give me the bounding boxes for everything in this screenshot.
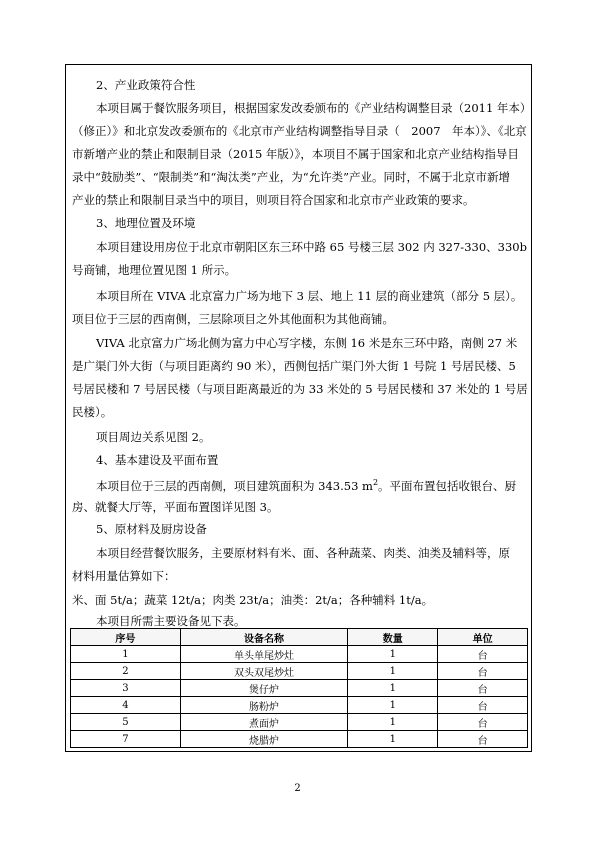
table-row xyxy=(71,697,528,714)
cell-unit: 台 xyxy=(438,697,528,714)
area-text-tail: 。平面布置包括收银台、厨 xyxy=(378,478,517,493)
cell-no: 3 xyxy=(71,680,181,697)
cell-name: 煲仔炉 xyxy=(180,680,348,697)
text-line xyxy=(96,476,516,493)
cell-unit: 台 xyxy=(438,646,528,663)
cell-unit: 台 xyxy=(438,731,528,748)
text-line: 本项目建设用房位于北京市朝阳区东三环中路 65 号楼三层 302 内 327-330、330b xyxy=(96,240,527,254)
cell-no: 1 xyxy=(71,646,181,663)
page-number: 2 xyxy=(294,783,301,794)
table-row xyxy=(71,663,528,680)
cell-name: 烧腊炉 xyxy=(180,731,348,748)
col-header-name: 设备名称 xyxy=(180,629,348,646)
cell-qty: 1 xyxy=(348,663,438,680)
superscript: 2 xyxy=(372,478,379,487)
section2-heading: 2、产业政策符合性 xyxy=(96,78,196,92)
text-line: （修正）》和北京发改委颁布的《北京市产业结构调整指导目录（ 2007 年本）》、《北京 xyxy=(72,124,527,138)
cell-qty: 1 xyxy=(348,714,438,731)
cell-qty: 1 xyxy=(348,731,438,748)
cell-qty: 1 xyxy=(348,697,438,714)
text-line: 本项目经营餐饮服务，主要原材料有米、面、各种蔬菜、肉类、油类及辅料等，原 xyxy=(96,546,510,560)
text-line: 项目周边关系见图 2。 xyxy=(96,430,211,444)
cell-qty: 1 xyxy=(348,680,438,697)
text-line: 号居民楼和 7 号居民楼（与项目距离最近的为 33 米处的 5 号居民楼和 37 米处的 1 号居 xyxy=(72,382,528,396)
cell-name: 煮面炉 xyxy=(180,714,348,731)
text-line: 本项目所需主要设备见下表。 xyxy=(96,614,246,628)
materials-line: 米、面 5t/a；蔬菜 12t/a；肉类 23t/a；油类：2t/a；各种辅料 1t/a。 xyxy=(72,593,434,607)
col-header-qty: 数量 xyxy=(348,629,438,646)
area-text: 本项目位于三层的西南侧，项目建筑面积为 343.53 m xyxy=(96,478,373,493)
text-line: 项目位于三层的西南侧，三层除项目之外其他面积为其他商铺。 xyxy=(72,312,394,326)
table-row xyxy=(71,714,528,731)
cell-name: 肠粉炉 xyxy=(180,697,348,714)
table-row xyxy=(71,731,528,748)
text-line: VIVA 北京富力广场北侧为富力中心写字楼，东侧 16 米是东三环中路，南侧 27 米 xyxy=(96,336,518,350)
cell-unit: 台 xyxy=(438,714,528,731)
cell-no: 2 xyxy=(71,663,181,680)
equipment-table xyxy=(70,628,528,748)
text-line: 产业的禁止和限制目录当中的项目，则项目符合国家和北京市产业政策的要求。 xyxy=(72,193,475,207)
cell-unit: 台 xyxy=(438,680,528,697)
section4-heading: 4、基本建设及平面布置 xyxy=(96,453,219,467)
cell-name: 双头双尾炒灶 xyxy=(180,663,348,680)
text-line: 市新增产业的禁止和限制目录（2015 年版）》，本项目不属于国家和北京产业结构指导目 xyxy=(72,147,519,161)
text-line: 材料用量估算如下： xyxy=(72,569,176,583)
table-row xyxy=(71,646,528,663)
table-header-row xyxy=(71,629,528,646)
text-line: 录中“鼓励类”、“限制类”和“淘汰类”产业，为“允许类”产业。同时，不属于北京市新增 xyxy=(72,170,511,184)
cell-unit: 台 xyxy=(438,663,528,680)
col-header-no: 序号 xyxy=(71,629,181,646)
text-line: 是广渠门外大街（与项目距离约 90 米），西侧包括广渠门外大街 1 号院 1 号居民楼、5 xyxy=(72,359,516,373)
cell-no: 5 xyxy=(71,714,181,731)
text-line: 本项目属于餐饮服务项目，根据国家发改委颁布的《产业结构调整目录（2011 年本） xyxy=(96,101,532,115)
text-line: 本项目所在 VIVA 北京富力广场为地下 3 层、地上 11 层的商业建筑（部分 5 层）。 xyxy=(96,289,523,303)
cell-no: 4 xyxy=(71,697,181,714)
col-header-unit: 单位 xyxy=(438,629,528,646)
cell-name: 单头单尾炒灶 xyxy=(180,646,348,663)
cell-qty: 1 xyxy=(348,646,438,663)
table-row xyxy=(71,680,528,697)
text-line: 民楼）。 xyxy=(72,405,113,419)
text-line: 房、就餐大厅等，平面布置图详见图 3。 xyxy=(72,500,279,514)
text-line: 号商铺，地理位置见图 1 所示。 xyxy=(72,263,237,277)
section3-heading: 3、地理位置及环境 xyxy=(96,216,196,230)
cell-no: 7 xyxy=(71,731,181,748)
section5-heading: 5、原材料及厨房设备 xyxy=(96,522,207,536)
